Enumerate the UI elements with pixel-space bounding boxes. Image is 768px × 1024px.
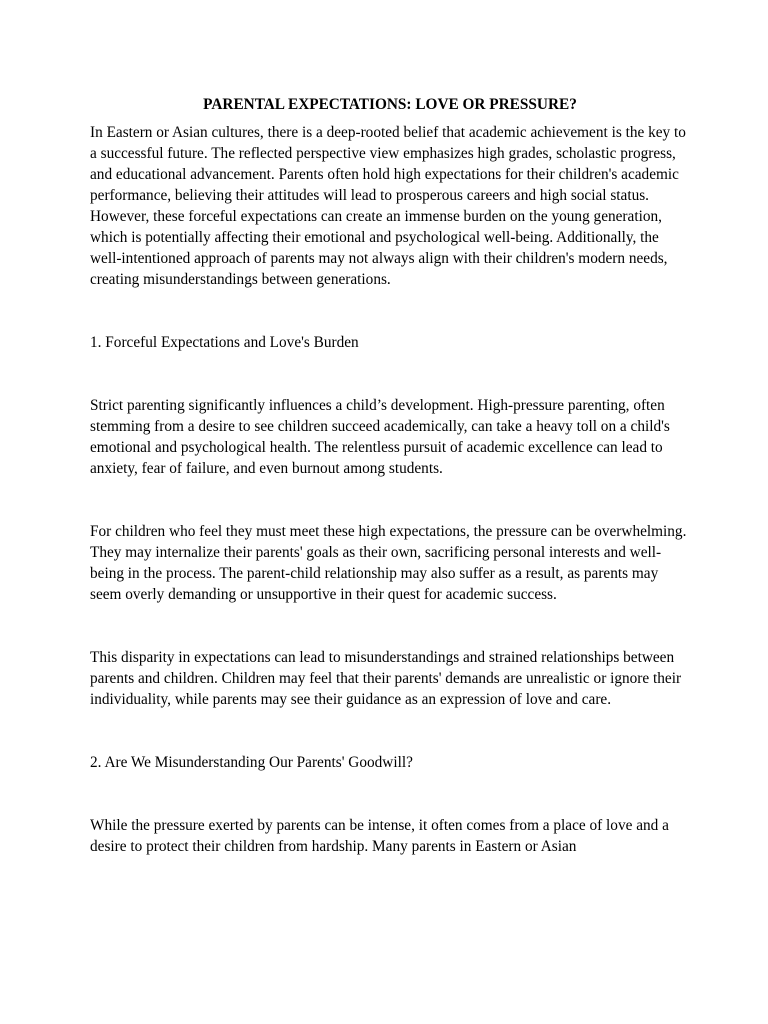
- section-1-paragraph-3: This disparity in expectations can lead to misunderstandings and strained relationships between parents and children. Children may feel that their parents' demands are unrealistic or ignore their individuality, while parents may see their guidance as an expression of love and care.: [90, 649, 682, 708]
- document-title: PARENTAL EXPECTATIONS: LOVE OR PRESSURE?: [203, 96, 577, 113]
- section-2-heading: 2. Are We Misunderstanding Our Parents' Goodwill?: [90, 754, 413, 771]
- section-1-paragraph-2: For children who feel they must meet these high expectations, the pressure can be overwhelming. They may internalize their parents' goals as their own, sacrificing personal interests and well-being in the process. The parent-child relationship may also suffer as a result, as parents may seem overly demanding or unsupportive in their quest for academic success.: [90, 523, 687, 603]
- section-1-heading: 1. Forceful Expectations and Love's Burden: [90, 334, 359, 351]
- intro-paragraph: In Eastern or Asian cultures, there is a deep-rooted belief that academic achievement is the key to a successful future. The reflected perspective view emphasizes high grades, scholastic progress, and educational advancement. Parents often hold high expectations for their children's academic performance, believing their attitudes will lead to prosperous careers and high social status. However, these forceful expectations can create an immense burden on the young generation, which is potentially affecting their emotional and psychological well-being. Additionally, the well-intentioned approach of parents may not always align with their children's modern needs, creating misunderstandings between generations.: [90, 124, 686, 288]
- section-1-paragraph-1: Strict parenting significantly influences a child’s development. High-pressure parenting, often stemming from a desire to see children succeed academically, can take a heavy toll on a child's emotional and psychological health. The relentless pursuit of academic excellence can lead to anxiety, fear of failure, and even burnout among students.: [90, 397, 670, 477]
- section-2-paragraph-1: While the pressure exerted by parents can be intense, it often comes from a place of love and a desire to protect their children from hardship. Many parents in Eastern or Asian: [90, 817, 669, 855]
- document-body: [90, 94, 690, 857]
